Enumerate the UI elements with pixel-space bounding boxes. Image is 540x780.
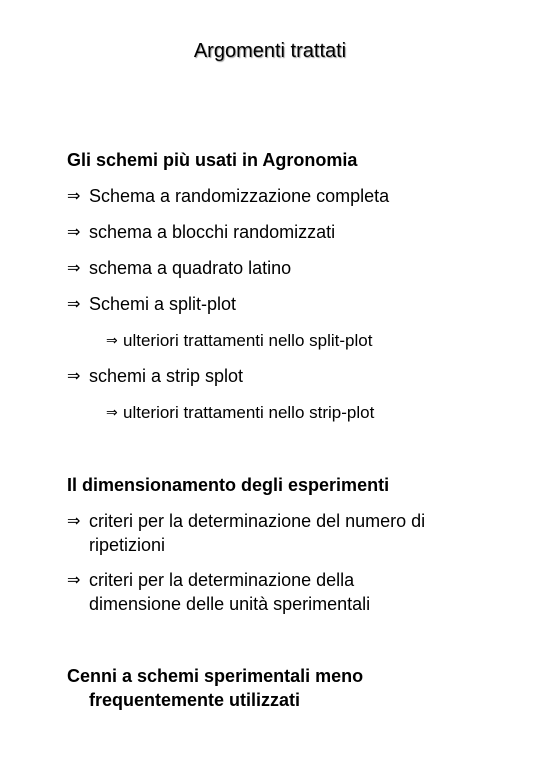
list-item: ⇒ Schemi a split-plot	[67, 294, 237, 314]
sub-list-item: ⇒ ulteriori trattamenti nello split-plot	[106, 329, 372, 353]
list-item: ⇒ Schema a randomizzazione completa	[67, 186, 390, 206]
implies-arrow-icon: ⇒	[106, 405, 118, 421]
implies-arrow-icon: ⇒	[106, 333, 118, 349]
implies-arrow-icon: ⇒	[67, 294, 81, 313]
implies-arrow-icon: ⇒	[67, 258, 81, 277]
implies-arrow-icon: ⇒	[67, 511, 81, 530]
implies-arrow-icon: ⇒	[67, 222, 81, 241]
section-heading-dimensionamento: Il dimensionamento degli esperimenti	[67, 475, 390, 495]
page-title: Argomenti trattati	[193, 40, 347, 62]
list-item: ⇒ schema a blocchi randomizzati	[67, 222, 336, 242]
list-item: ⇒ criteri per la determinazione della dimensione delle unità sperimentali	[67, 570, 371, 614]
list-item: ⇒ criteri per la determinazione del numero di ripetizioni	[67, 511, 426, 555]
section-heading-schemi: Gli schemi più usati in Agronomia	[67, 150, 358, 170]
section-heading-cenni: Cenni a schemi sperimentali meno frequentemente utilizzati	[67, 666, 364, 710]
sub-list-item: ⇒ ulteriori trattamenti nello strip-plot	[106, 401, 374, 425]
implies-arrow-icon: ⇒	[67, 366, 81, 385]
list-item: ⇒ schema a quadrato latino	[67, 258, 292, 278]
implies-arrow-icon: ⇒	[67, 570, 81, 589]
implies-arrow-icon: ⇒	[67, 186, 81, 205]
list-item: ⇒ schemi a strip splot	[67, 366, 244, 386]
